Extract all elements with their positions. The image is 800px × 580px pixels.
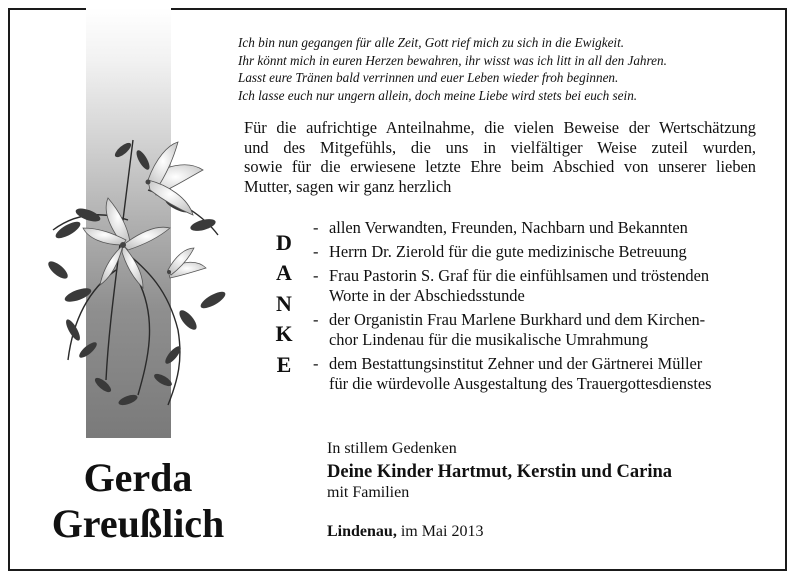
thanks-line: Worte in der Abschiedsstunde: [329, 286, 525, 305]
with-families: mit Familien: [327, 484, 410, 501]
date-text: im Mai 2013: [400, 523, 484, 540]
list-dash: -: [313, 218, 319, 237]
family-names: Deine Kinder Hartmut, Kerstin und Carina: [327, 462, 672, 482]
intro-line: Für die aufrichtige Anteilnahme, die vielen Beweise der Wertschätzung: [244, 118, 756, 137]
thanks-item: [313, 242, 773, 262]
danke-letter: A: [276, 260, 292, 286]
deceased-name: [18, 455, 258, 547]
thanks-line: der Organistin Frau Marlene Burkhard und dem Kirchen-: [329, 310, 706, 329]
list-dash: -: [313, 354, 319, 373]
lily-bouquet-image: [28, 120, 238, 420]
poem-line: Lasst eure Tränen bald verrinnen und euer Leben wieder froh beginnen.: [238, 70, 619, 85]
danke-vertical-word: [264, 228, 304, 380]
memorial-poem: [238, 34, 758, 104]
thanks-line: für die würdevolle Ausgestaltung des Trauergottesdienstes: [329, 374, 712, 393]
thanks-line: dem Bestattungsinstitut Zehner und der Gärtnerei Müller: [329, 354, 703, 373]
thanks-item: [313, 266, 773, 306]
thanks-list: [313, 218, 773, 398]
town-name: Lindenau,: [327, 523, 397, 540]
thanks-line: Herrn Dr. Zierold für die gute medizinische Betreuung: [329, 242, 687, 261]
first-name: Gerda: [83, 455, 193, 500]
list-dash: -: [313, 242, 319, 261]
thanks-line: allen Verwandten, Freunden, Nachbarn und Bekannten: [329, 218, 688, 237]
danke-letter: E: [276, 351, 292, 377]
danke-letter: N: [276, 290, 292, 316]
poem-line: Ich bin nun gegangen für alle Zeit, Gott rief mich zu sich in die Ewigkeit.: [238, 35, 625, 50]
list-dash: -: [313, 310, 319, 329]
thanks-line: chor Lindenau für die musikalische Umrahmung: [329, 330, 649, 349]
poem-line: Ihr könnt mich in euren Herzen bewahren, ihr wisst was ich litt in all den Jahren.: [238, 52, 667, 68]
list-dash: -: [313, 266, 319, 285]
thanks-item: [313, 354, 773, 394]
danke-letter: D: [276, 230, 292, 255]
gratitude-intro: [244, 118, 756, 196]
intro-line: sowie für die erwiesene letzte Ehre beim Abschied von unserer lieben: [244, 157, 756, 177]
thanks-item: [313, 218, 773, 238]
place-date: [327, 523, 483, 541]
thanks-item: [313, 310, 773, 350]
signature-block: [327, 438, 672, 502]
thanks-line: Frau Pastorin S. Graf für die einfühlsamen und tröstenden: [329, 266, 710, 285]
memory-phrase: In stillem Gedenken: [327, 440, 457, 457]
intro-line: und des Mitgefühls, die uns in vielfältiger Weise zuteil wurden,: [244, 137, 756, 157]
poem-line: Ich lasse euch nur ungern allein, doch meine Liebe wird stets bei euch sein.: [238, 87, 638, 103]
intro-line: Mutter, sagen wir ganz herzlich: [244, 176, 452, 196]
danke-letter: K: [275, 321, 293, 347]
last-name: Greußlich: [51, 501, 225, 546]
